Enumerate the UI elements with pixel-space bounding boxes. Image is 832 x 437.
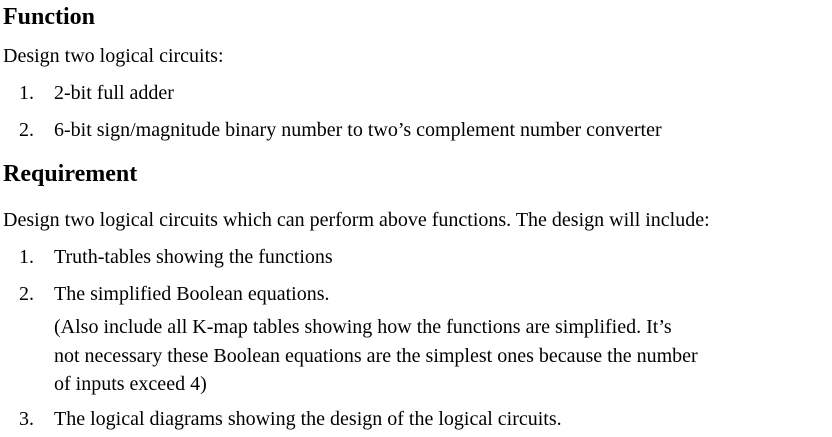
- list-text: Truth-tables showing the functions: [54, 246, 333, 268]
- note-line: not necessary these Boolean equations are the simplest ones because the number: [54, 344, 698, 367]
- list-number: 2.: [19, 119, 34, 141]
- list-number: 2.: [19, 283, 34, 305]
- list-number: 1.: [19, 246, 34, 268]
- list-text: The simplified Boolean equations.: [54, 283, 330, 305]
- requirement-intro: Design two logical circuits which can perform above functions. The design will include:: [3, 209, 710, 231]
- list-text: The logical diagrams showing the design of the logical circuits.: [54, 408, 562, 430]
- list-number: 3.: [19, 408, 34, 430]
- note-line: of inputs exceed 4): [54, 373, 207, 395]
- requirement-note: [54, 313, 814, 399]
- list-text: 2-bit full adder: [54, 82, 174, 104]
- list-number: 1.: [19, 82, 34, 104]
- requirement-heading: Requirement: [3, 161, 138, 187]
- list-text: 6-bit sign/magnitude binary number to two’s complement number converter: [54, 119, 662, 141]
- function-intro: Design two logical circuits:: [3, 45, 224, 67]
- function-heading: Function: [3, 4, 96, 30]
- note-line: (Also include all K-map tables showing how the functions are simplified. It’s: [54, 316, 672, 338]
